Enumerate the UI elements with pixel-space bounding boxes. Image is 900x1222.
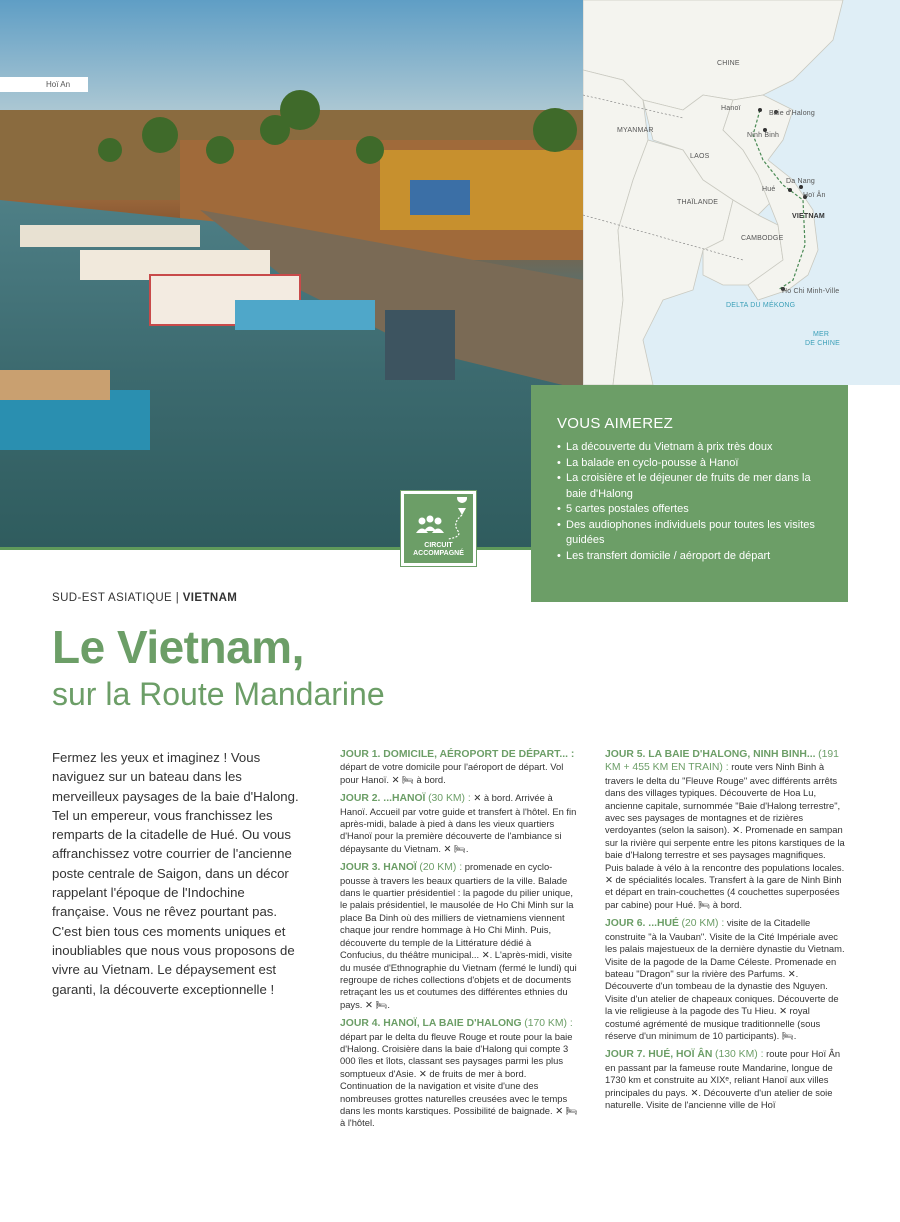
route-map (583, 0, 900, 385)
map-label-hue: Hué (762, 186, 776, 193)
badge-line-1: CIRCUIT (424, 542, 453, 549)
day-body: ✕ à bord. Arrivée à Hanoï. Accueil par votre guide et transfert à l'hôtel. En fin après-midi, balade à pied à dans les vieux quartiers d'Hanoï pour la première découverte de l'ambiance si dépaysante du Vietnam. ✕ 🛏. (340, 792, 577, 854)
day-distance: (191 KM + 455 KM EN TRAIN) : (605, 749, 839, 774)
day-distance: (130 KM) : (715, 1049, 764, 1061)
photo-caption: Hoï An (0, 77, 88, 92)
itinerary-day-4 (340, 1017, 578, 1130)
map-label-hoi-an: Hoï Ân (803, 192, 826, 199)
day-heading: JOUR 2. ...HANOÏ (340, 793, 426, 805)
day-body: route pour Hoï Ân en passant par la fameuse route Mandarine, longue de 1730 km et construite au XIXᵉ, reliant Hanoï aux villes principales du pays. ✕. Découverte d'un atelier de soie naturelle. Visite de l'ancienne ville de Hoï (605, 1048, 841, 1110)
day-heading: JOUR 4. HANOÏ, LA BAIE D'HALONG (340, 1018, 522, 1030)
day-body: visite de la Citadelle construite "à la Vauban". Visite de la Cité Impériale avec les palais majestueux de la dernière dynastie du Vietnam. Visite de la pagode de la Dame Céleste. Promenade en bateau "Dragon" sur la rivière des Parfums. ✕. Découverte d'un tombeau de la dynastie des Nguyen. Visite d'un atelier de chapeaux coniques. Découverte de la vie religieuse à la pagode des Tu Hieu. ✕ royal costumé agrémenté de musique traditionnelle (sous réserve d'un minimum de 10 participants). 🛏. (605, 917, 845, 1041)
day-distance: (20 KM) : (681, 918, 725, 930)
badge-line-2: ACCOMPAGNÉ (413, 550, 464, 557)
map-label-laos: LAOS (690, 153, 710, 160)
day-heading: JOUR 6. ...HUÉ (605, 918, 679, 930)
map-label-delta: DELTA DU MÉKONG (726, 302, 796, 309)
map-label-hcm: Ho Chi Minh-Ville (782, 288, 840, 295)
day-body: départ par le delta du fleuve Rouge et route pour la baie d'Halong. Croisière dans la baie d'Halong qui compte 3 000 îles et îlots, classant ses paysages parmi les plus somptueux d'Asie. ✕ de fruits de mer à bord. Continuation de la navigation et visite d'une des nombreuses grottes naturelles creusées avec le temps dans les monts karstiques. Possibilité de baignade. ✕ 🛏 à l'hôtel. (340, 1030, 578, 1129)
map-label-chine: CHINE (717, 60, 740, 67)
page-subtitle: sur la Route Mandarine (52, 676, 385, 712)
itinerary-day-7 (605, 1048, 845, 1111)
map-label-cambodge: CAMBODGE (741, 235, 784, 242)
highlights-list (557, 440, 828, 564)
badge-text (404, 542, 473, 558)
day-heading: JOUR 1. DOMICILE, AÉROPORT DE DÉPART... : (340, 749, 575, 760)
highlights-title: VOUS AIMEREZ (557, 415, 674, 432)
day-distance: (170 KM) : (524, 1018, 573, 1030)
highlight-item: • La découverte du Vietnam à prix très doux (557, 440, 828, 456)
itinerary-day-6 (605, 917, 845, 1042)
day-body: départ de votre domicile pour l'aéroport de départ. Vol pour Hanoï. ✕ 🛏 à bord. (340, 761, 564, 785)
highlight-item: • La balade en cyclo-pousse à Hanoï (557, 456, 828, 472)
itinerary-day-1 (340, 748, 578, 786)
map-label-hanoi: Hanoï (721, 105, 741, 112)
highlight-item: • Les transfert domicile / aéroport de départ (557, 549, 828, 565)
map-label-thailande: THAÏLANDE (677, 199, 719, 206)
day-heading: JOUR 5. LA BAIE D'HALONG, NINH BINH... (605, 749, 816, 760)
region-name: SUD-EST ASIATIQUE (52, 592, 173, 604)
map-label-vietnam: VIETNAM (792, 213, 825, 220)
highlight-item: • 5 cartes postales offertes (557, 502, 828, 518)
map-label-mer-2: DE CHINE (805, 340, 841, 347)
country-name: VIETNAM (182, 592, 238, 604)
map-label-ninh-binh: Ninh Binh (747, 132, 780, 139)
itinerary-column-2 (605, 748, 845, 1117)
day-heading: JOUR 3. HANOÏ (340, 862, 417, 874)
day-heading: JOUR 7. HUÉ, HOÏ ÂN (605, 1049, 713, 1061)
map-outline (583, 0, 900, 385)
map-label-baie-halong: Baie d'Halong (769, 110, 815, 117)
region-heading (52, 592, 237, 604)
day-body: route vers Ninh Binh à travers le delta du "Fleuve Rouge" avec différents arrêts dans des villages typiques. Découverte de Hoa Lu, ancienne capitale, surnommée "Baie d'Halong terrestre", avec ses paysages de montagnes et de rizières verdoyantes (selon la saison). ✕. Promenade en sampan sur la rivière qui serpente entre les pitons karstiques de la baie d'Halong terrestre et ses paysages magnifiques. Puis balade à vélo à la rencontre des populations locales. ✕ de spécialités locales. Transfert à la gare de Ninh Binh et départ en train-couchettes (4 couchettes superposées par cabine) pour Hué. 🛏 à bord. (605, 761, 845, 910)
highlight-item: • La croisière et le déjeuner de fruits de mer dans la baie d'Halong (557, 471, 828, 502)
day-distance: (20 KM) : (419, 862, 463, 874)
region-separator: | (175, 592, 180, 604)
circuit-badge (401, 491, 476, 566)
itinerary-day-3 (340, 861, 578, 1011)
day-distance: (30 KM) : (428, 793, 471, 805)
highlights-box (531, 385, 848, 602)
itinerary-day-5 (605, 748, 845, 911)
intro-paragraph: Fermez les yeux et imaginez ! Vous naviguez sur un bateau dans les merveilleux paysages de la baie d'Halong. Tel un empereur, vous franchissez les remparts de la citadelle de Hué. Ou vous affranchissez votre courrier de l'ancienne poste centrale de Saigon, dans un décor rappelant l'époque de l'Indochine française. Vous ne rêvez pourtant pas. C'est bien tous ces moments uniques et inoubliables que nous vous proposons de vivre au Vietnam. Le dépaysement est garanti, la découverte exceptionnelle ! (52, 750, 299, 997)
group-route-icon (404, 497, 473, 543)
page-title: Le Vietnam, (52, 621, 304, 673)
highlight-item: • Des audiophones individuels pour toutes les visites guidées (557, 518, 828, 549)
map-label-da-nang: Da Nang (786, 178, 816, 185)
day-body: promenade en cyclo-pousse à travers les beaux quartiers de la ville. Balade dans le quartier présidentiel : la pagode du pilier unique, le palais présidentiel, le mausolée de Ho Chi Minh sur la place Ba Dinh où des milliers de vietnamiens viennent chaque jour rendre hommage à Ho Chi Minh. Puis, découverte du temple de la Littérature dédié à Confucius, du théâtre municipal... ✕. L'après-midi, visite du musée d'Ethnographie du Vietnam (fermé le lundi) qui regroupe de riches collections d'objets et de documents retraçant les us et coutumes des différentes ethnies du pays. ✕ 🛏. (340, 861, 577, 1010)
map-label-myanmar: MYANMAR (617, 127, 654, 134)
itinerary-column-1 (340, 748, 578, 1136)
itinerary-day-2 (340, 792, 578, 855)
map-label-mer-1: MER (813, 331, 830, 338)
